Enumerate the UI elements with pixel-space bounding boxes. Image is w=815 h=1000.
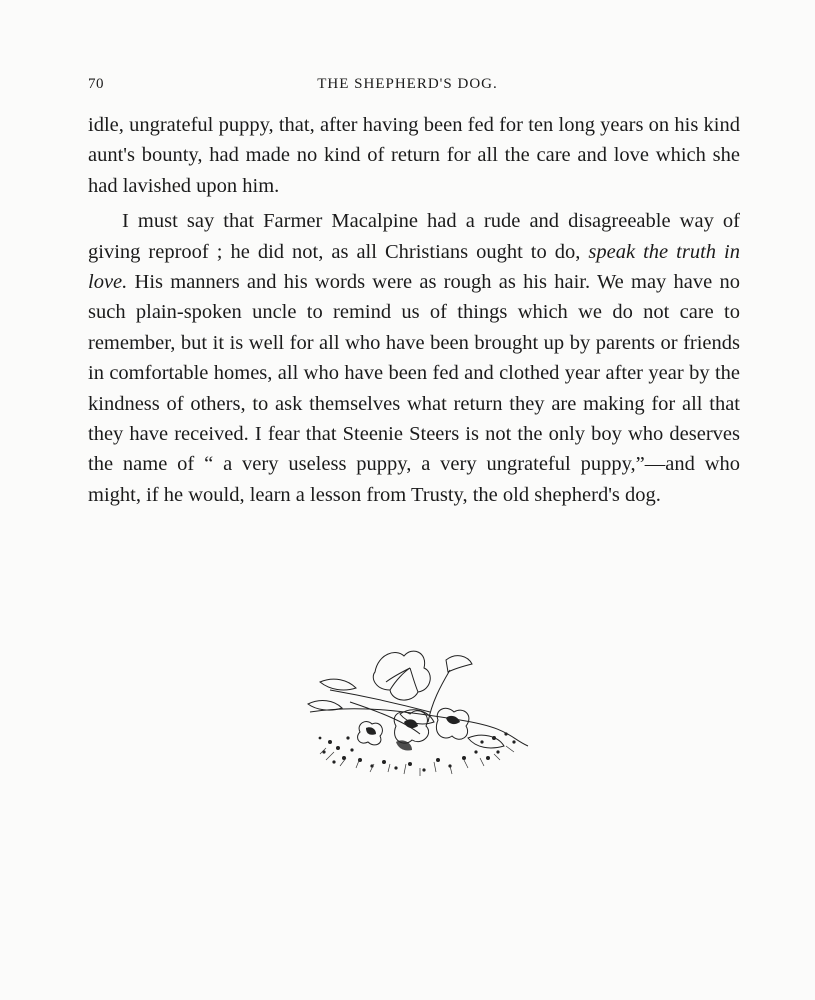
page-number: 70 (88, 76, 104, 92)
body-text (88, 110, 740, 515)
floral-vignette-icon (300, 642, 535, 782)
paragraph-2-part-b: His manners and his words were as rough as his hair. We may have no such plain-spoken uncle to remind us of things which we do not care to remember, but it is well for all who have been brought up by parents or friends in comfortable homes, all who have been fed and clothed year after year by the kindness of others, to ask themselves what return they are making for all that they have received. I fear that Steenie Steers is not the only boy who deserves the name of “ a very useless puppy, a very ungrateful puppy,”—and who might, if he would, learn a lesson from Trusty, the old shepherd's dog. (88, 271, 740, 506)
paragraph-2-part-a: I must say that Farmer Macalpine had a rude and disagreeable way of giving reproof ; he did not, as all Christians ought to do, (88, 210, 740, 263)
running-title: THE SHEPHERD'S DOG. (317, 76, 498, 92)
paragraph-2-italic: speak the truth in love. (88, 240, 740, 294)
paragraph-1: idle, ungrateful puppy, that, after having been fed for ten long years on his kind aunt's bounty, had made no kind of return for all the care and love which she had lavished upon him. (88, 114, 740, 197)
paragraph-2 (88, 206, 740, 510)
